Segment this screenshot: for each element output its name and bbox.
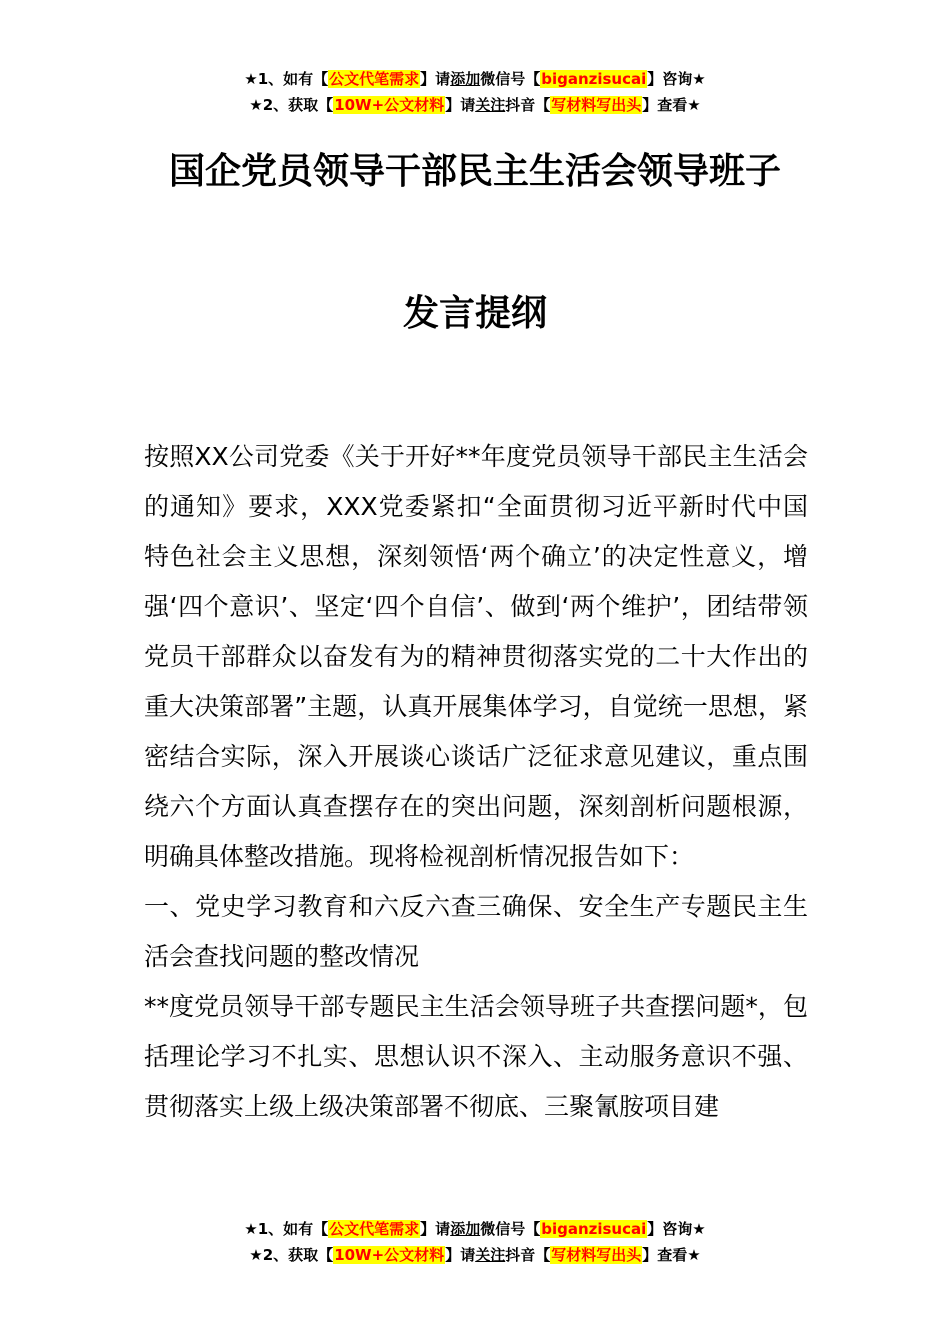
banner-line-2	[0, 92, 950, 118]
banner-highlight: 写材料写出头	[551, 1246, 642, 1264]
banner-highlight: 写材料写出头	[551, 96, 642, 114]
footer-banner	[0, 1216, 950, 1268]
banner-highlight: 10W+公文材料	[334, 96, 445, 114]
banner-text: 】请	[420, 1220, 451, 1238]
banner-underline: 添加	[450, 1220, 481, 1238]
banner-line-1	[0, 66, 950, 92]
banner-highlight: 公文代笔需求	[329, 70, 420, 88]
document-title-line-1: 国企党员领导干部民主生活会领导班子	[168, 151, 781, 192]
banner-text: 】咨询★	[647, 70, 706, 88]
banner-text: 】请	[445, 96, 476, 114]
document-title-line-2: 发言提纲	[402, 293, 547, 334]
banner-text: ★2、获取【	[249, 96, 334, 114]
banner-text: 微信号【	[480, 70, 541, 88]
banner-text: 】查看★	[642, 96, 701, 114]
banner-text: ★2、获取【	[249, 1246, 334, 1264]
banner-text: 】查看★	[642, 1246, 701, 1264]
banner-underline: 关注	[475, 96, 506, 114]
body-paragraph: **度党员领导干部专题民主生活会领导班子共查摆问题*，包括理论学习不扎实、思想认识不深入、主动服务意识不强、贯彻落实上级上级决策部署不彻底、三聚氰胺项目建	[144, 992, 808, 1121]
banner-text: 抖音【	[505, 96, 551, 114]
banner-text: 抖音【	[505, 1246, 551, 1264]
banner-highlight: biganzisucai	[541, 1220, 647, 1238]
banner-underline: 关注	[475, 1246, 506, 1264]
banner-highlight: 10W+公文材料	[334, 1246, 445, 1264]
banner-highlight: biganzisucai	[541, 70, 647, 88]
header-banner	[0, 66, 950, 118]
banner-line-2	[0, 1242, 950, 1268]
banner-text: 微信号【	[480, 1220, 541, 1238]
banner-text: ★1、如有【	[244, 70, 329, 88]
banner-text: ★1、如有【	[244, 1220, 329, 1238]
body-paragraph: 按照XX公司党委《关于开好**年度党员领导干部民主生活会的通知》要求，XXX党委紧扣“全面贯彻习近平新时代中国特色社会主义思想，深刻领悟‘两个确立’的决定性意义，增强‘四个意识’、坚定‘四个自信’、做到‘两个维护’，团结带领党员干部群众以奋发有为的精神贯彻落实党的二十大作出的重大决策部署”主题，认真开展集体学习，自觉统一思想，紧密结合实际，深入开展谈心谈话广泛征求意见建议，重点围绕六个方面认真查摆存在的突出问题，深刻剖析问题根源，明确具体整改措施。现将检视剖析情况报告如下：	[144, 442, 808, 871]
banner-text: 】请	[420, 70, 451, 88]
banner-underline: 添加	[450, 70, 481, 88]
document-body	[144, 432, 808, 1132]
banner-line-1	[0, 1216, 950, 1242]
banner-text: 】请	[445, 1246, 476, 1264]
banner-highlight: 公文代笔需求	[329, 1220, 420, 1238]
banner-text: 】咨询★	[647, 1220, 706, 1238]
section-heading: 一、党史学习教育和六反六查三确保、安全生产专题民主生活会查找问题的整改情况	[144, 892, 808, 971]
